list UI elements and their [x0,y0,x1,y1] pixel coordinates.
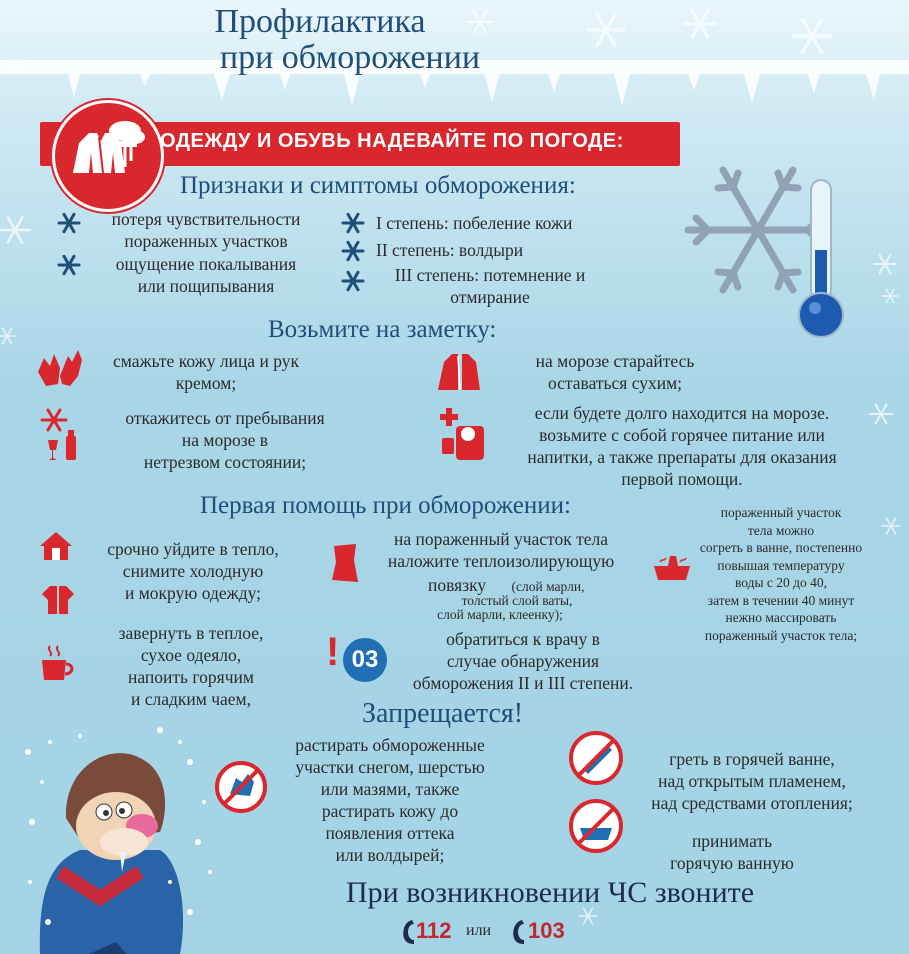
banner-emblem [52,100,164,212]
no-rubbing-icon [214,760,268,814]
title-line-2: при обморожении [219,39,481,76]
symptom-item-1: потеря чувствительности пораженных участков [111,209,301,251]
snowflake-bullet-icon [56,210,82,236]
firstaid-doctor: обратиться к врачу в случае обнаружения обморожения II и III степени. [412,629,634,693]
no-alcohol-frost-icon [36,406,86,462]
note-supplies: если будете долго находится на морозе. возьмите с собой горячее питание или напитки, а также препараты для оказания первой помощи. [527,403,837,489]
snowflake-thermometer-icon [676,140,866,340]
page-title [80,4,560,76]
snowflake-bullet-icon [340,210,366,236]
degree-2: II степень: волдыри [376,240,524,260]
hot-drink-icon [36,644,76,684]
or-text: или [466,922,492,939]
note-cream: смажьте кожу лица и рук кремом; [113,351,299,393]
phone-icon [510,918,526,946]
phone-icon [400,918,416,946]
firstaid-blanket: завернуть в теплое, сухое одеяло, напоить горячим и сладким чаем, [118,623,264,709]
snowflake-bullet-icon [340,268,366,294]
exclamation-mark: ! [326,630,340,674]
emergency-call-text: При возникновении ЧС звоните [346,876,755,909]
forbidden-heat: греть в горячей ванне, над открытым пламенем, над средствами отопления; [651,749,853,813]
no-heater-icon [568,730,624,786]
note-dry: на морозе старайтесь оставаться сухим; [535,351,695,393]
forbidden-rub: растирать обмороженные участки снегом, шерстью или мазями, также растирать кожу до появления оттека или волдырей; [295,735,485,865]
hands-cream-icon [34,346,84,390]
firstaid-warm: срочно уйдите в тепло, снимите холодную и мокрую одежду; [107,539,279,603]
forbidden-hot-bath: принимать горячую ванную [670,831,794,873]
phone-103[interactable]: 103 [528,918,565,943]
forbidden-heading: Запрещается! [362,698,524,729]
clothing-icon [55,103,161,209]
phone-112[interactable]: 112 [416,918,452,943]
note-sober: откажитесь от пребывания на морозе в нетрезвом состоянии; [125,408,325,472]
house-icon [38,530,74,562]
dry-clothes-icon [436,352,480,392]
firstaid-heading: Первая помощь при обморожении: [200,492,571,519]
snowflake-bullet-icon [56,252,82,278]
first-aid-kit-icon [436,404,488,466]
symptom-item-2: ощущение покалывания или пощипывания [115,254,297,296]
bandage-icon [328,542,362,584]
ambulance-03-badge: 03 [343,638,387,682]
bandage-note-3: слой марли, клеенку); [437,607,563,622]
title-line-1: Профилактика [214,3,426,40]
symptoms-heading: Признаки и симптомы обморожения: [180,172,576,199]
bandage-note-1: (слой марли, [511,579,585,594]
firstaid-bath: пораженный участок тела можно согреть в ванне, постепенно повышая температуру воды с 20 до 40, затем в течении 40 минут нежно массировать пораженный участок тела; [699,505,863,643]
degree-3: III степень: потемнение и отмирание [394,265,586,307]
wet-clothes-icon [40,584,76,614]
firstaid-bandage: на пораженный участок тела наложите теплоизолирующую [387,529,615,571]
bandage-note-2: толстый слой ваты, [461,593,573,608]
notes-heading: Возьмите на заметку: [268,316,497,343]
banner-text: ОДЕЖДУ И ОБУВЬ НАДЕВАЙТЕ ПО ПОГОДЕ: [160,130,624,152]
frozen-man-illustration [20,722,220,954]
snowflake-bullet-icon [340,238,366,264]
degree-1: I степень: побеление кожи [376,213,573,233]
no-hot-bath-icon [568,798,624,854]
bandage-word: повязку [428,575,487,595]
